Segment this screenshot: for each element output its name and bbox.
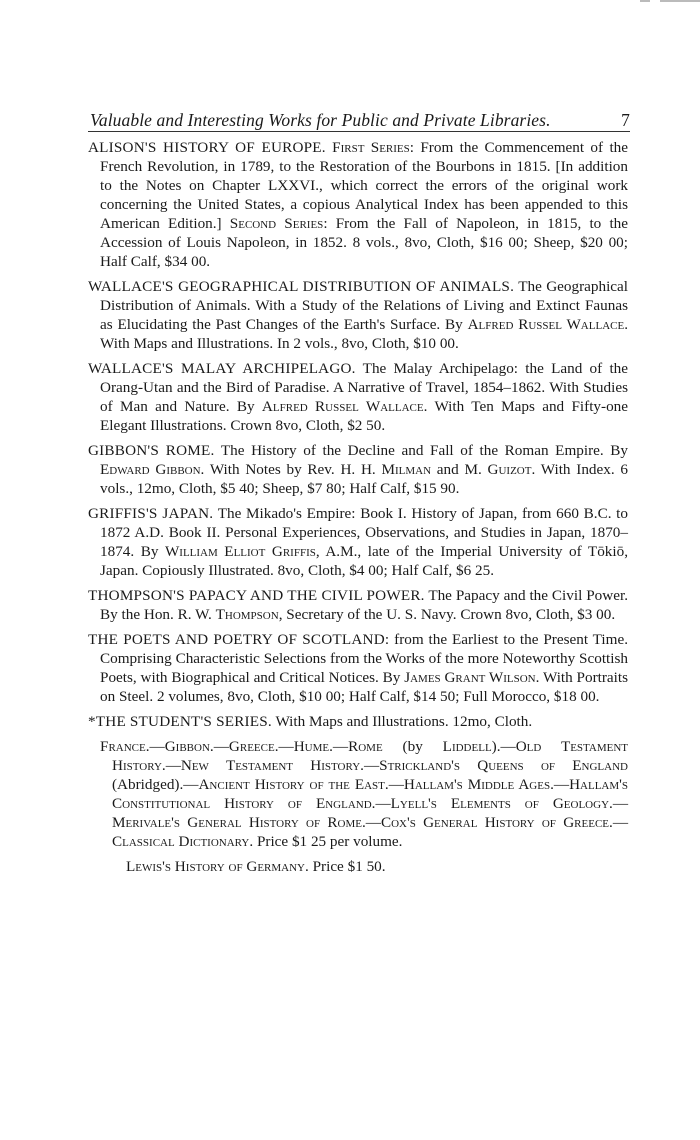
- body-text: .—: [360, 757, 380, 774]
- catalog-entry: [88, 586, 628, 624]
- entry-heading: WALLACE'S GEOGRAPHICAL DISTRIBUTION OF ANIMALS.: [88, 278, 515, 295]
- body-text: (by: [382, 738, 443, 755]
- body-text: : From the Fall of Napoleon, in 1815, to the Accession of Louis Napoleon, in 1852. 8 vols., 8vo, Cloth, $16 00; Sheep, $20 00; Half Calf, $34 00.: [100, 215, 628, 270]
- catalog-entry: [88, 504, 628, 580]
- small-caps-text: Milman: [381, 461, 432, 478]
- body-text: .—: [609, 795, 628, 812]
- body-text: .—: [609, 814, 628, 831]
- small-caps-text: Liddell: [442, 738, 492, 755]
- body-text: .—: [161, 757, 181, 774]
- catalog-entry: [88, 630, 628, 706]
- small-caps-text: Strickland's Queens of England: [379, 757, 628, 774]
- body-text: .—: [329, 738, 349, 755]
- body-text: The Geographical Distribution of Animals. With a Study of the Relations of Living and Extinct Faunas as Elucidating the Past Changes of the Earth's Surface. By: [100, 278, 628, 333]
- body-text: .—: [274, 738, 294, 755]
- entry-heading: WALLACE'S MALAY ARCHIPELAGO.: [88, 360, 356, 377]
- body-text: : From the Commencement of the French Revolution, in 1789, to the Restoration of the Bourbons in 1815. [In addition to the Notes on Chapter LXXVI., which correct the errors of the original work concerning the United States, a copious Analytical Index has been appended to this American Edition.]: [100, 139, 628, 232]
- body-text: , A.M., late of the Imperial University of Tōkiō, Japan. Copiously Illustrated. 8vo, Cloth, $4 00; Half Calf, $6 25.: [100, 543, 628, 579]
- body-text: .—: [361, 814, 381, 831]
- small-caps-text: Second Series: [229, 215, 324, 232]
- body-text: With Maps and Illustrations. 12mo, Cloth.: [275, 713, 533, 730]
- catalog-entry: [88, 138, 628, 271]
- body-text: , Secretary of the U. S. Navy. Crown 8vo, Cloth, $3 00.: [278, 606, 616, 623]
- small-caps-text: Alfred Russel Wallace: [467, 316, 625, 333]
- small-caps-text: Lewis's History of Germany: [126, 858, 305, 875]
- body-text: . With Ten Maps and Fifty-one Elegant Illustrations. Crown 8vo, Cloth, $2 50.: [100, 398, 629, 434]
- small-caps-text: France: [100, 738, 146, 755]
- body-text: The Mikado's Empire: Book I. History of Japan, from 660 B.C. to 1872 A.D. Book II. Personal Experiences, Observations, and Studies in Japan, 1870–1874. By: [100, 505, 628, 560]
- entry-heading: *THE STUDENT'S SERIES.: [88, 713, 272, 730]
- scan-artifact: [640, 0, 650, 2]
- entry-heading: ALISON'S HISTORY OF EUROPE.: [88, 139, 326, 156]
- small-caps-text: Cox's General History of Greece: [380, 814, 610, 831]
- body-text: (Abridged).—: [112, 776, 199, 793]
- small-caps-text: Edward Gibbon: [100, 461, 201, 478]
- body-text: .—: [384, 776, 404, 793]
- body-text: The Malay Archipelago: the Land of the Orang-Utan and the Bird of Paradise. A Narrative of Travel, 1854–1862. With Studies of Man and Nature. By: [100, 360, 629, 415]
- students-series-list: [100, 737, 628, 851]
- small-caps-text: Alfred Russel Wallace: [261, 398, 424, 415]
- body-text: . With Notes by Rev. H. H.: [200, 461, 382, 478]
- small-caps-text: Hallam's Constitutional History of England: [112, 776, 628, 812]
- small-caps-text: Merivale's General History of Rome: [112, 814, 362, 831]
- small-caps-text: Thompson: [215, 606, 279, 623]
- body-text: . Price $1 50.: [305, 858, 386, 875]
- small-caps-text: James Grant Wilson: [404, 669, 536, 686]
- body-text: .—: [209, 738, 229, 755]
- small-caps-text: Greece: [228, 738, 275, 755]
- entry-heading: THE POETS AND POETRY OF SCOTLAND:: [88, 631, 390, 648]
- catalog-entries: [88, 138, 628, 876]
- catalog-entry: [88, 712, 628, 731]
- body-text: . With Index. 6 vols., 12mo, Cloth, $5 40; Sheep, $7 80; Half Calf, $15 90.: [100, 461, 628, 497]
- header-rule: [88, 131, 630, 132]
- catalog-entry: [88, 441, 628, 498]
- body-text: ).—: [491, 738, 516, 755]
- body-text: . Price $1 25 per volume.: [249, 833, 403, 850]
- catalog-entry: [88, 277, 628, 353]
- body-text: . With Maps and Illustrations. In 2 vols., 8vo, Cloth, $10 00.: [100, 316, 628, 352]
- body-text: .—: [145, 738, 165, 755]
- page-number: 7: [621, 110, 630, 130]
- students-series-extra: [126, 857, 628, 876]
- small-caps-text: Old Testament History: [112, 738, 628, 774]
- body-text: and M.: [431, 461, 488, 478]
- entry-heading: GRIFFIS'S JAPAN.: [88, 505, 214, 522]
- body-text: . With Portraits on Steel. 2 volumes, 8vo, Cloth, $10 00; Half Calf, $14 50; Full Morocco, $18 00.: [100, 669, 628, 705]
- body-text: .—: [371, 795, 391, 812]
- body-text: from the Earliest to the Present Time. Comprising Characteristic Selections from the Works of the more Noteworthy Scottish Poets, with Biographical and Critical Notices. By: [100, 631, 628, 686]
- entry-heading: THOMPSON'S PAPACY AND THE CIVIL POWER.: [88, 587, 425, 604]
- body-text: The History of the Decline and Fall of the Roman Empire. By: [220, 442, 628, 459]
- small-caps-text: New Testament History: [180, 757, 361, 774]
- small-caps-text: Ancient History of the East: [198, 776, 385, 793]
- small-caps-text: Classical Dictionary: [112, 833, 250, 850]
- small-caps-text: William Elliot Griffis: [164, 543, 316, 560]
- scan-artifact: [660, 0, 700, 2]
- small-caps-text: Lyell's Elements of Geology: [390, 795, 610, 812]
- body-text: .—: [550, 776, 570, 793]
- small-caps-text: Gibbon: [164, 738, 210, 755]
- entry-heading: GIBBON'S ROME.: [88, 442, 215, 459]
- small-caps-text: Rome: [348, 738, 383, 755]
- small-caps-text: First Series: [332, 139, 410, 156]
- running-head-title: Valuable and Interesting Works for Public and Private Libraries.: [90, 110, 551, 130]
- body-text: The Papacy and the Civil Power. By the Hon. R. W.: [100, 587, 628, 623]
- small-caps-text: Guizot: [487, 461, 532, 478]
- catalog-entry: [88, 359, 628, 435]
- small-caps-text: Hume: [293, 738, 330, 755]
- small-caps-text: Hallam's Middle Ages: [403, 776, 551, 793]
